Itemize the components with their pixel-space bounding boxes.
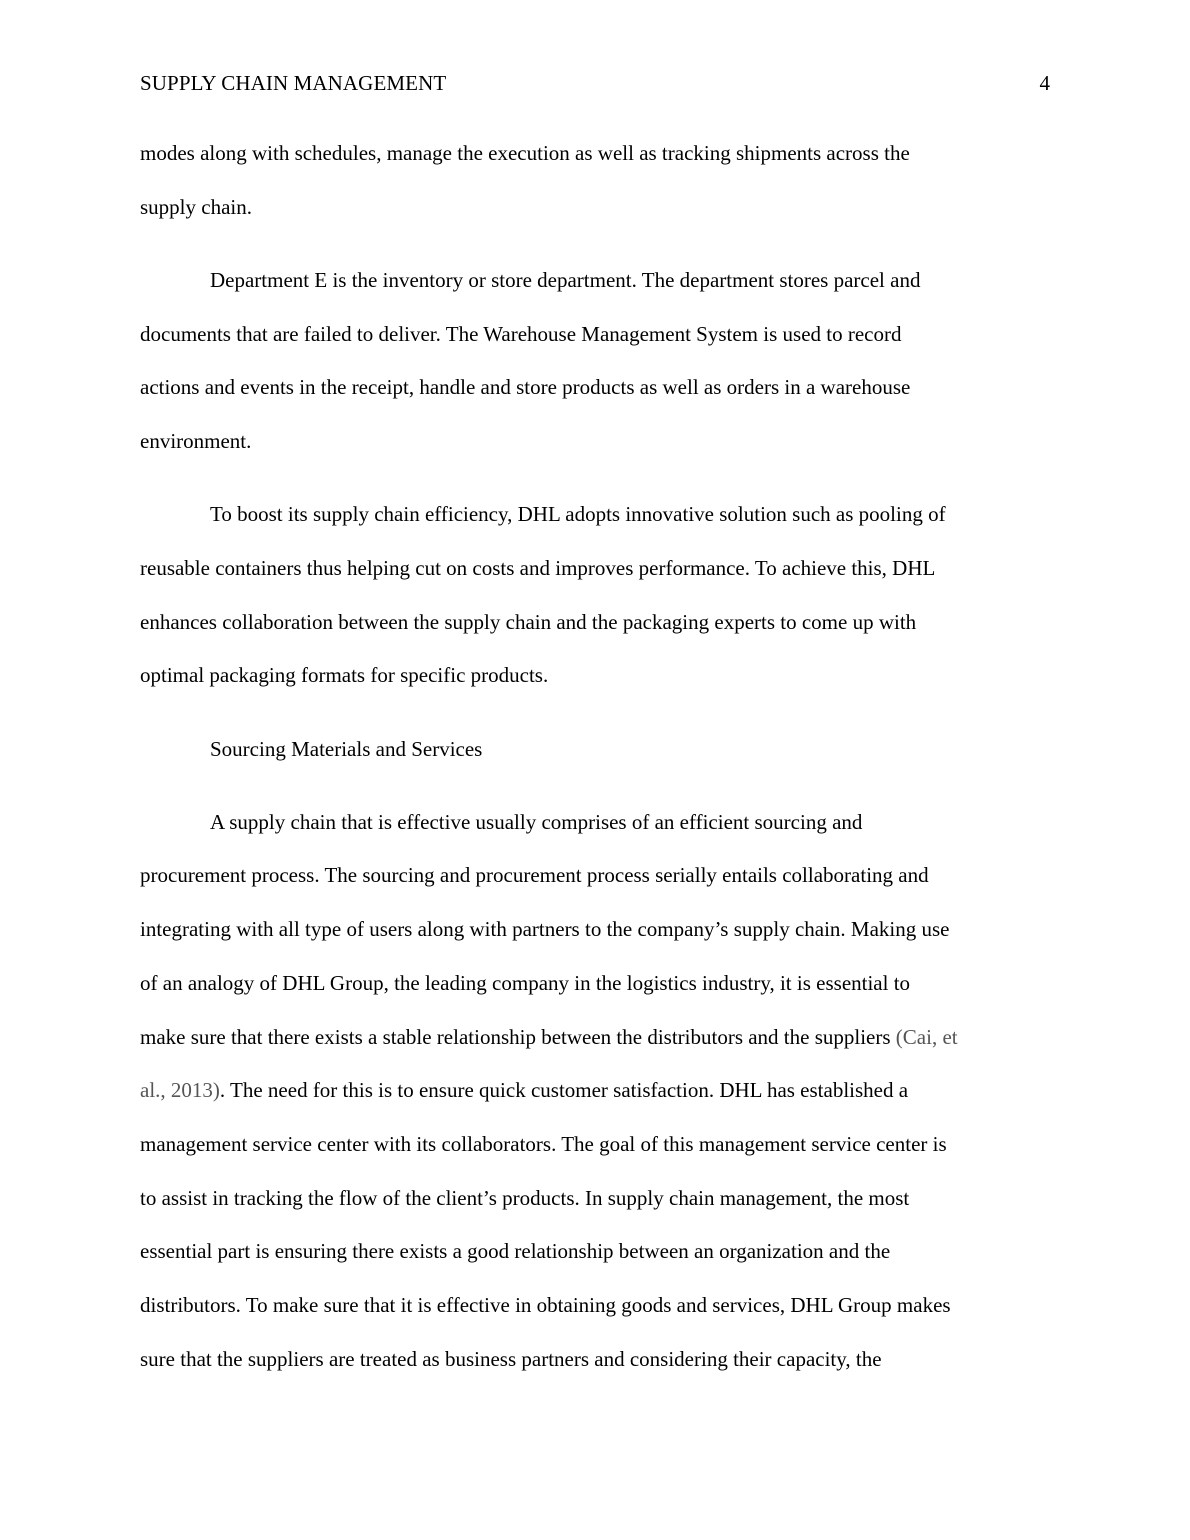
text-line: environment. [140, 429, 252, 454]
paragraph-department-e [140, 254, 1052, 469]
text-line: documents that are failed to deliver. The Warehouse Management System is used to record [140, 321, 902, 346]
text-line: management service center with its collaborators. The goal of this management service center is [140, 1131, 947, 1156]
text-line: enhances collaboration between the supply chain and the packaging experts to come up with [140, 609, 917, 634]
text-line-with-citation [140, 1011, 1052, 1065]
section-heading-text: Sourcing Materials and Services [210, 736, 483, 761]
text-line: of an analogy of DHL Group, the leading company in the logistics industry, it is essential to [140, 970, 911, 995]
text-segment: . The need for this is to ensure quick customer satisfaction. DHL has established a [219, 1078, 909, 1103]
text-line: actions and events in the receipt, handle and store products as well as orders in a warehouse [140, 375, 911, 400]
text-line: A supply chain that is effective usually comprises of an efficient sourcing and [210, 809, 863, 834]
text-line: supply chain. [140, 194, 252, 219]
text-line: To boost its supply chain efficiency, DHL adopts innovative solution such as pooling of [210, 502, 946, 527]
text-line-with-citation [140, 1064, 1052, 1118]
paragraph-supply-chain-efficiency [140, 488, 1052, 703]
text-segment: make sure that there exists a stable relationship between the distributors and the suppliers [140, 1024, 896, 1049]
text-line: distributors. To make sure that it is effective in obtaining goods and services, DHL Group makes [140, 1293, 951, 1318]
paragraph-continuation [140, 127, 1052, 234]
section-heading [140, 723, 1052, 777]
text-line: integrating with all type of users along with partners to the company’s supply chain. Making use [140, 917, 950, 942]
text-line: procurement process. The sourcing and procurement process serially entails collaborating and [140, 863, 929, 888]
paragraph-sourcing [140, 796, 1052, 1387]
text-line: Department E is the inventory or store department. The department stores parcel and [210, 267, 921, 292]
running-head: SUPPLY CHAIN MANAGEMENT [140, 71, 447, 95]
text-line: modes along with schedules, manage the execution as well as tracking shipments across the [140, 141, 910, 165]
text-line: essential part is ensuring there exists a good relationship between an organization and the [140, 1239, 891, 1264]
text-line: sure that the suppliers are treated as business partners and considering their capacity, the [140, 1346, 882, 1371]
citation: al., 2013) [140, 1078, 220, 1103]
text-line: to assist in tracking the flow of the client’s products. In supply chain management, the most [140, 1185, 910, 1210]
citation: (Cai, et [895, 1024, 958, 1049]
body-text [140, 127, 1052, 1386]
page-number: 4 [1039, 71, 1050, 95]
text-line: optimal packaging formats for specific products. [140, 663, 549, 688]
text-line: reusable containers thus helping cut on costs and improves performance. To achieve this, DHL [140, 555, 936, 580]
